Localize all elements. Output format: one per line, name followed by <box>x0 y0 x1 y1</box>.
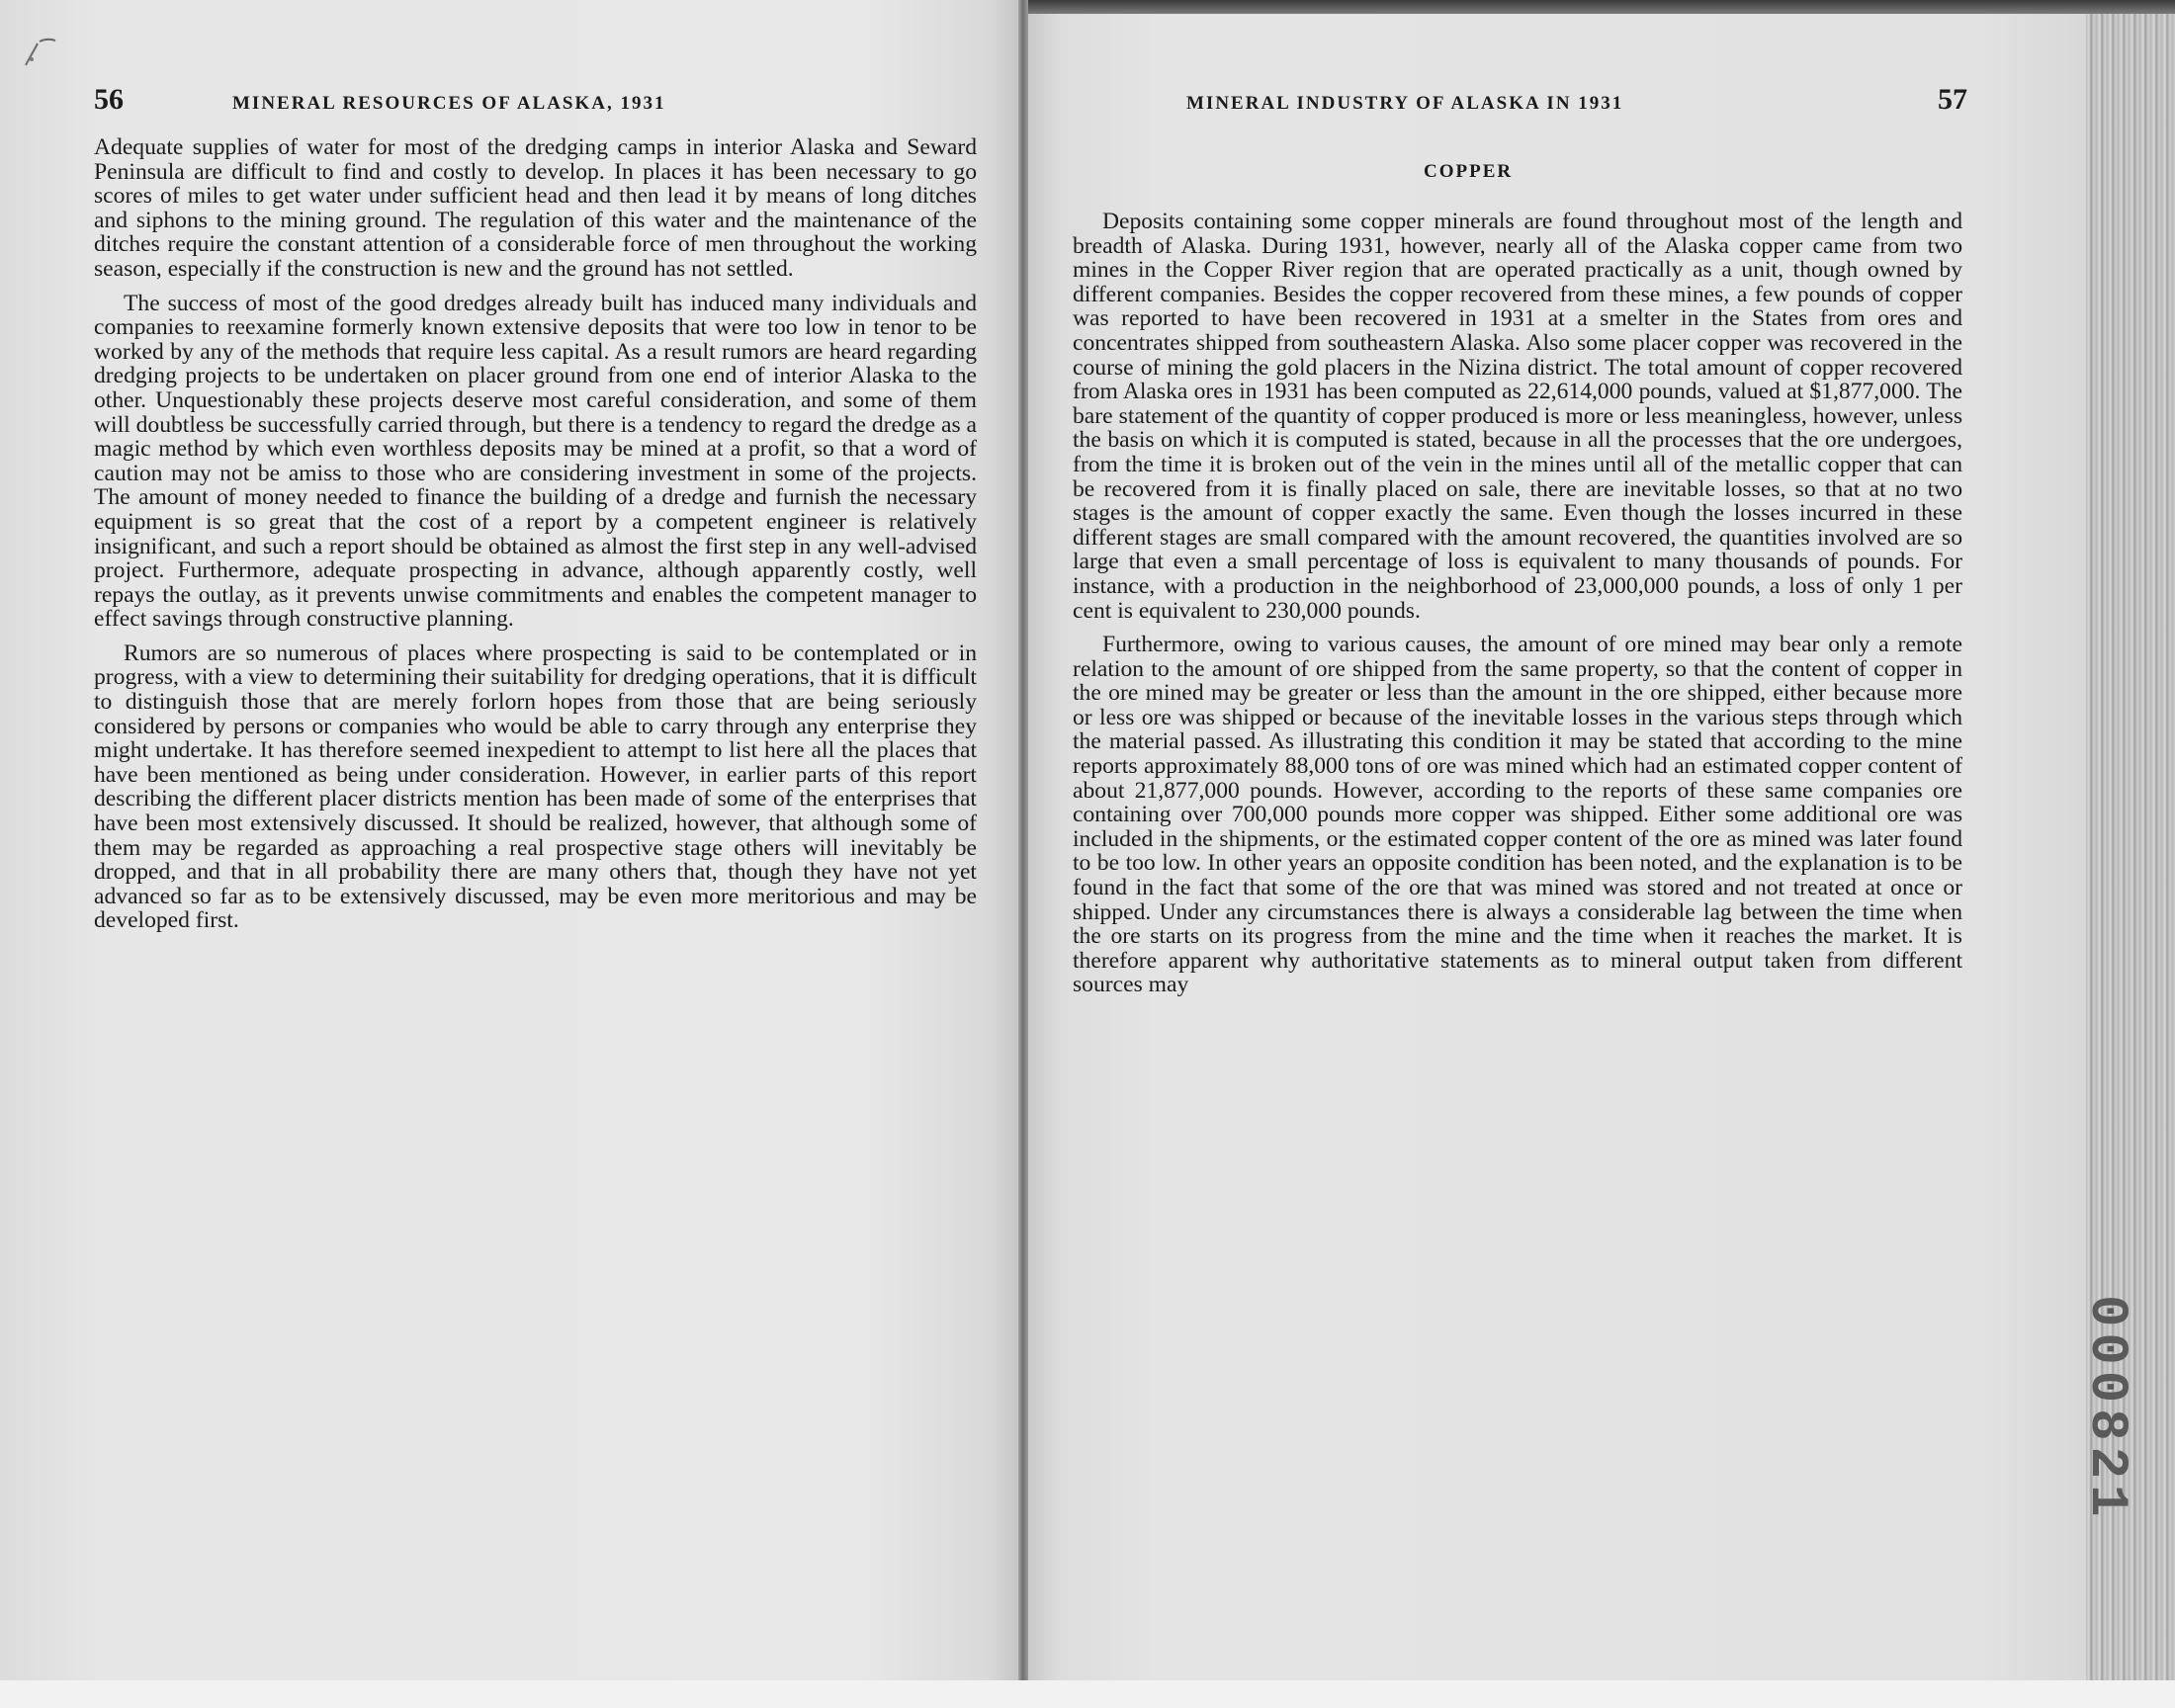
left-running-title: MINERAL RESOURCES OF ALASKA, 1931 <box>232 93 666 114</box>
right-running-head <box>1186 83 1967 123</box>
right-body-text <box>1073 210 1962 1007</box>
right-paragraph-1: Deposits containing some copper minerals are found throughout most of the length and breadth of Alaska. During 1931, however, nearly all of the Alaska copper came from two mines in the Copper River region that are operated practically as a unit, though owned by different companies. Besides the copper recovered from these mines, a few pounds of copper was reported to have been recovered in 1931 at a smelter in the States from ores and concentrates shipped from southeastern Alaska. Also some placer copper was recovered in the course of mining the gold placers in the Nizina district. The total amount of copper recovered from Alaska ores in 1931 has been computed as 22,614,000 pounds, valued at $1,877,000. The bare statement of the quantity of copper produced is more or less meaningless, however, unless the basis on which it is computed is stated, because in all the processes that the ore undergoes, from the time it is broken out of the vein in the mines until all of the metallic copper that can be recovered from it is finally placed on sale, there are inevitable losses, so that at no two stages is the amount of copper exactly the same. Even though the losses incurred in these different stages are small compared with the amount recovered, the quantities involved are so large that even a small percentage of loss is equivalent to many thousands of pounds. For instance, with a production in the neighborhood of 23,000,000 pounds, a loss of only 1 per cent is equivalent to 230,000 pounds. <box>1073 209 1962 624</box>
section-heading-copper: COPPER <box>1424 161 1514 182</box>
right-page-number: 57 <box>1938 83 1967 116</box>
archive-stamp <box>2076 1295 2135 1522</box>
right-running-title: MINERAL INDUSTRY OF ALASKA IN 1931 <box>1186 93 1624 114</box>
left-paragraph-1: Adequate supplies of water for most of the dredging camps in interior Alaska and Seward Peninsula are difficult to find and costly to develop. In places it has been necessary to go scores of miles to get water under sufficient head and then lead it by means of long ditches and siphons to the mining ground. The regulation of this water and the maintenance of the ditches require the constant attention of a considerable force of men throughout the working season, especially if the construction is new and the ground has not settled. <box>94 134 977 282</box>
right-paragraph-2: Furthermore, owing to various causes, the amount of ore mined may bear only a remote relation to the amount of ore shipped from the same property, so that the content of copper in the ore mined may be greater or less than the amount in the ore shipped, either because more or less ore was shipped or because of the inevitable losses in the various steps through which the material passed. As illustrating this condition it may be stated that according to the mine reports approximately 88,000 tons of ore was mined which had an estimated copper content of about 21,877,000 pounds. However, according to the reports of these same companies ore containing over 700,000 pounds more copper was shipped. Either some additional ore was included in the shipments, or the estimated copper content of the ore as mined was later found to be too low. In other years an opposite condition has been noted, and the explanation is to be found in the fact that some of the ore that was mined was stored and not treated at once or shipped. Under any circumstances there is always a considerable lag between the time when the ore starts on its progress from the mine and the time when it reaches the market. It is therefore apparent why authoritative statements as to mineral output taken from different sources may <box>1073 632 1962 998</box>
scan-margin-bottom <box>0 1680 2175 1708</box>
book-gutter <box>1018 0 1028 1708</box>
scan-shadow-top <box>1028 0 2175 14</box>
left-paragraph-2: The success of most of the good dredges already built has induced many individuals and companies to reexamine formerly known extensive deposits that were too low in tenor to be worked by any of the methods that require less capital. As a result rumors are heard regarding dredging projects to be undertaken on placer ground from one end of interior Alaska to the other. Unquestionably these projects deserve most careful consideration, and some of them will doubtless be successfully carried through, but there is a tendency to regard the dredge as a magic method by which even worthless deposits may be mined at a profit, so that a word of caution may not be amiss to those who are considering investment in some of the projects. The amount of money needed to finance the building of a dredge and furnish the necessary equipment is so great that the cost of a report by a competent engineer is relatively insignificant, and such a report should be obtained as almost the first step in any well-advised project. Furthermore, adequate prospecting in advance, although apparently costly, well repays the outlay, as it prevents unwise commitments and enables the competent manager to effect savings through constructive planning. <box>94 290 977 633</box>
left-page-number: 56 <box>94 83 124 116</box>
left-running-head <box>94 83 974 123</box>
ink-smudge-mark <box>18 30 63 73</box>
left-body-text <box>94 135 977 943</box>
left-paragraph-3: Rumors are so numerous of places where prospecting is said to be contemplated or in progress, with a view to determining their suitability for dredging operations, that it is difficult to distinguish those that are merely forlorn hopes from those that are being seriously considered by persons or companies who would be able to carry through any enterprise they might undertake. It has therefore seemed inexpedient to attempt to list here all the places that have been mentioned as being under consideration. However, in earlier parts of this report describing the different placer districts mention has been made of some of the enterprises that have been most extensively discussed. It should be realized, however, that although some of them may be regarded as approaching a real prospective stage others will inevitably be dropped, and that in all probability there are many others that, though they have not yet advanced so far as to be extensively discussed, may be even more meritorious and may be developed first. <box>94 640 977 934</box>
archive-stamp-number: 000821 <box>2076 1295 2136 1523</box>
